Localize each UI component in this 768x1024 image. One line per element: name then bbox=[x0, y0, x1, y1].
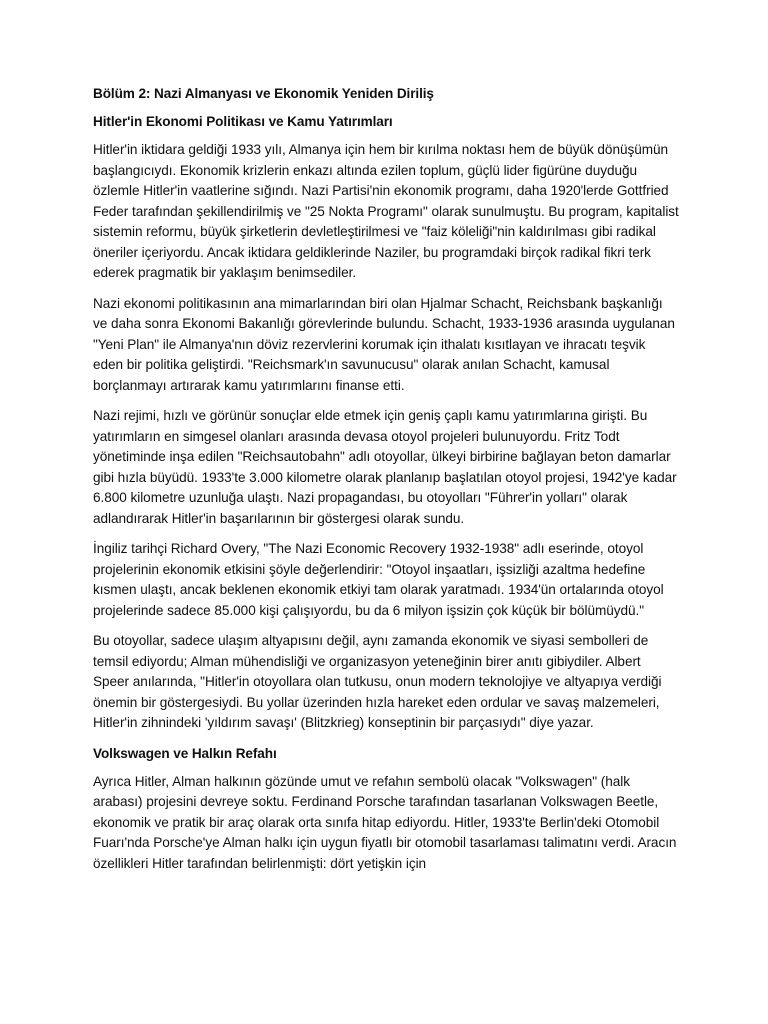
section-title-economic-policy: Hitler'in Ekonomi Politikası ve Kamu Yatırımları bbox=[93, 114, 393, 129]
paragraph: İngiliz tarihçi Richard Overy, "The Nazi Economic Recovery 1932-1938" adlı eserinde, otoyol projelerinin ekonomik etkisini şöyle değerlendirir: "Otoyol inşaatları, işsizliği azaltma hedefine kısmen ulaştı, ancak beklenen ekonomik etkiyi tam olarak yaratmadı. 1934'ün ortalarında otoyol projelerinde sadece 85.000 kişi çalışıyordu, bu da 6 milyon işsizin çok küçük bir bölümüydü." bbox=[93, 541, 664, 618]
paragraph: Ayrıca Hitler, Alman halkının gözünde umut ve refahın sembolü olacak "Volkswagen" (halk arabası) projesini devreye soktu. Ferdinand Porsche tarafından tasarlanan Volkswagen Beetle, ekonomik ve pratik bir araç olarak orta sınıfa hitap ediyordu. Hitler, 1933'te Berlin'deki Otomobil Fuarı'nda Porsche'ye Alman halkı için uygun fiyatlı bir otomobil tasarlaması talimatını verdi. Aracın özellikleri Hitler tarafından belirlenmişti: dört yetişkin için bbox=[93, 773, 677, 871]
paragraph: Nazi rejimi, hızlı ve görünür sonuçlar elde etmek için geniş çaplı kamu yatırımlarına girişti. Bu yatırımların en simgesel olanları arasında devasa otoyol projeleri bulunuyordu. Fritz Todt yönetiminde inşa edilen "Reichsautobahn" adlı otoyollar, ülkeyi birbirine bağlayan beton damarlar gibi hızla büyüdü. 1933'te 3.000 kilometre olarak planlanıp başlatılan otoyol projesi, 1942'ye kadar 6.800 kilometre uzunluğa ulaştı. Nazi propagandası, bu otoyolları "Führer'in yolları" olarak adlandırarak Hitler'in başarılarının bir göstergesi olarak sundu. bbox=[93, 408, 677, 526]
paragraph: Hitler'in iktidara geldiği 1933 yılı, Almanya için hem bir kırılma noktası hem de büyük dönüşümün başlangıcıydı. Ekonomik krizlerin enkazı altında ezilen toplum, güçlü lider figürüne duyduğu özlemle Hitler'in vaatlerine sığındı. Nazi Partisi'nin ekonomik programı, daha 1920'lerde Gottfried Feder tarafından şekillendirilmiş ve "25 Nokta Programı" olarak sunulmuştu. Bu program, kapitalist sistemin reformu, büyük şirketlerin devletleştirilmesi ve "faiz köleliği"nin kaldırılması gibi radikal öneriler içeriyordu. Ancak iktidara geldiklerinde Naziler, bu programdaki birçok radikal fikri terk ederek pragmatik bir yaklaşım benimsediler. bbox=[93, 142, 679, 280]
chapter-title: Bölüm 2: Nazi Almanyası ve Ekonomik Yeniden Diriliş bbox=[93, 86, 434, 101]
document-page bbox=[93, 84, 679, 884]
paragraph: Nazi ekonomi politikasının ana mimarlarından biri olan Hjalmar Schacht, Reichsbank başkanlığı ve daha sonra Ekonomi Bakanlığı görevlerinde bulundu. Schacht, 1933-1936 arasında uygulanan "Yeni Plan" ile Almanya'nın döviz rezervlerini korumak için ithalatı kısıtlayan ve ihracatı teşvik eden bir politika geliştirdi. "Reichsmark'ın savunucusu" olarak anılan Schacht, kamusal borçlanmayı artırarak kamu yatırımlarını finanse etti. bbox=[93, 295, 675, 393]
section-title-volkswagen: Volkswagen ve Halkın Refahı bbox=[93, 745, 277, 761]
paragraph: Bu otoyollar, sadece ulaşım altyapısını değil, aynı zamanda ekonomik ve siyasi sembolleri de temsil ediyordu; Alman mühendisliği ve organizasyon yeteneğinin birer anıtı gibiydiler. Albert Speer anılarında, "Hitler'in otoyollara olan tutkusu, onun modern teknolojiye ve altyapıya verdiği önemin bir göstergesiydi. Bu yollar üzerinden hızla hareket eden ordular ve savaş malzemeleri, Hitler'in zihnindeki 'yıldırım savaşı' (Blitzkrieg) konseptinin bir parçasıydı" diye yazar. bbox=[93, 633, 662, 730]
